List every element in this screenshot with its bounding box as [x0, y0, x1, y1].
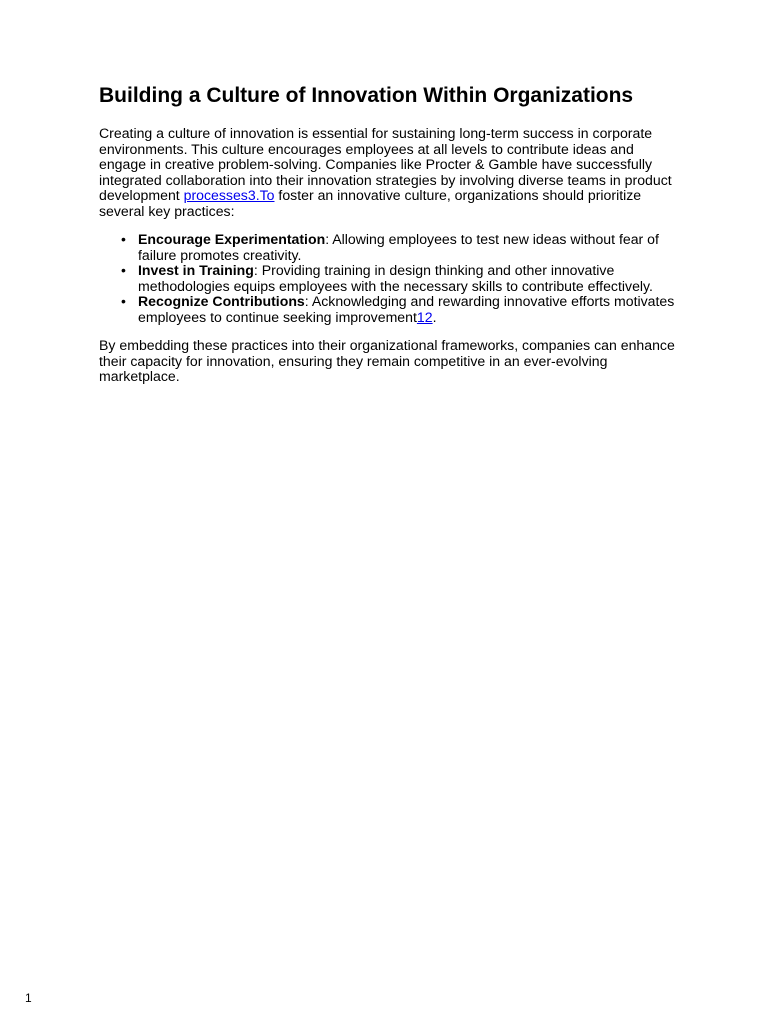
- intro-text-before-link: Creating a culture of innovation is essential for sustaining long-term success in corporate environments. This culture encourages employees at all levels to contribute ideas and engage in creative problem-solving. Companies like Procter & Gamble have successfully integrated collaboration into their innovation strategies by involving diverse teams in product development: [99, 125, 672, 203]
- processes-reference-link[interactable]: processes3.To: [183, 187, 275, 203]
- document-title: Building a Culture of Innovation Within Organizations: [99, 84, 634, 107]
- intro-paragraph: [99, 126, 679, 219]
- list-item: [121, 262, 679, 294]
- conclusion-paragraph: By embedding these practices into their organizational frameworks, companies can enhance their capacity for innovation, ensuring they remain competitive in an ever-evolving marketplace.: [99, 337, 675, 384]
- practice-heading: Encourage Experimentation: [138, 231, 326, 247]
- list-item: [121, 231, 679, 263]
- bullet-icon: •: [121, 231, 126, 247]
- key-practices-list: [99, 232, 679, 325]
- practice-heading: Recognize Contributions: [138, 293, 305, 309]
- document-body: [99, 82, 679, 398]
- list-item: [121, 293, 679, 325]
- practice-description: : Allowing employees to test new ideas without fear of failure promotes creativity.: [138, 231, 659, 263]
- intro-text-after-link: foster an innovative culture, organizations should prioritize several key practices:: [99, 187, 642, 219]
- practice-description: : Providing training in design thinking and other innovative methodologies equips employees with the necessary skills to contribute effectively.: [138, 262, 653, 294]
- practice-description: : Acknowledging and rewarding innovative efforts motivates employees to continue seeking improvement: [138, 293, 675, 325]
- bullet-icon: •: [121, 293, 126, 309]
- page-number: 1: [25, 991, 32, 1005]
- practice-trailing-period: .: [432, 308, 437, 325]
- improvement-reference-link[interactable]: 12: [416, 308, 433, 325]
- bullet-icon: •: [121, 262, 126, 278]
- practice-heading: Invest in Training: [138, 262, 254, 278]
